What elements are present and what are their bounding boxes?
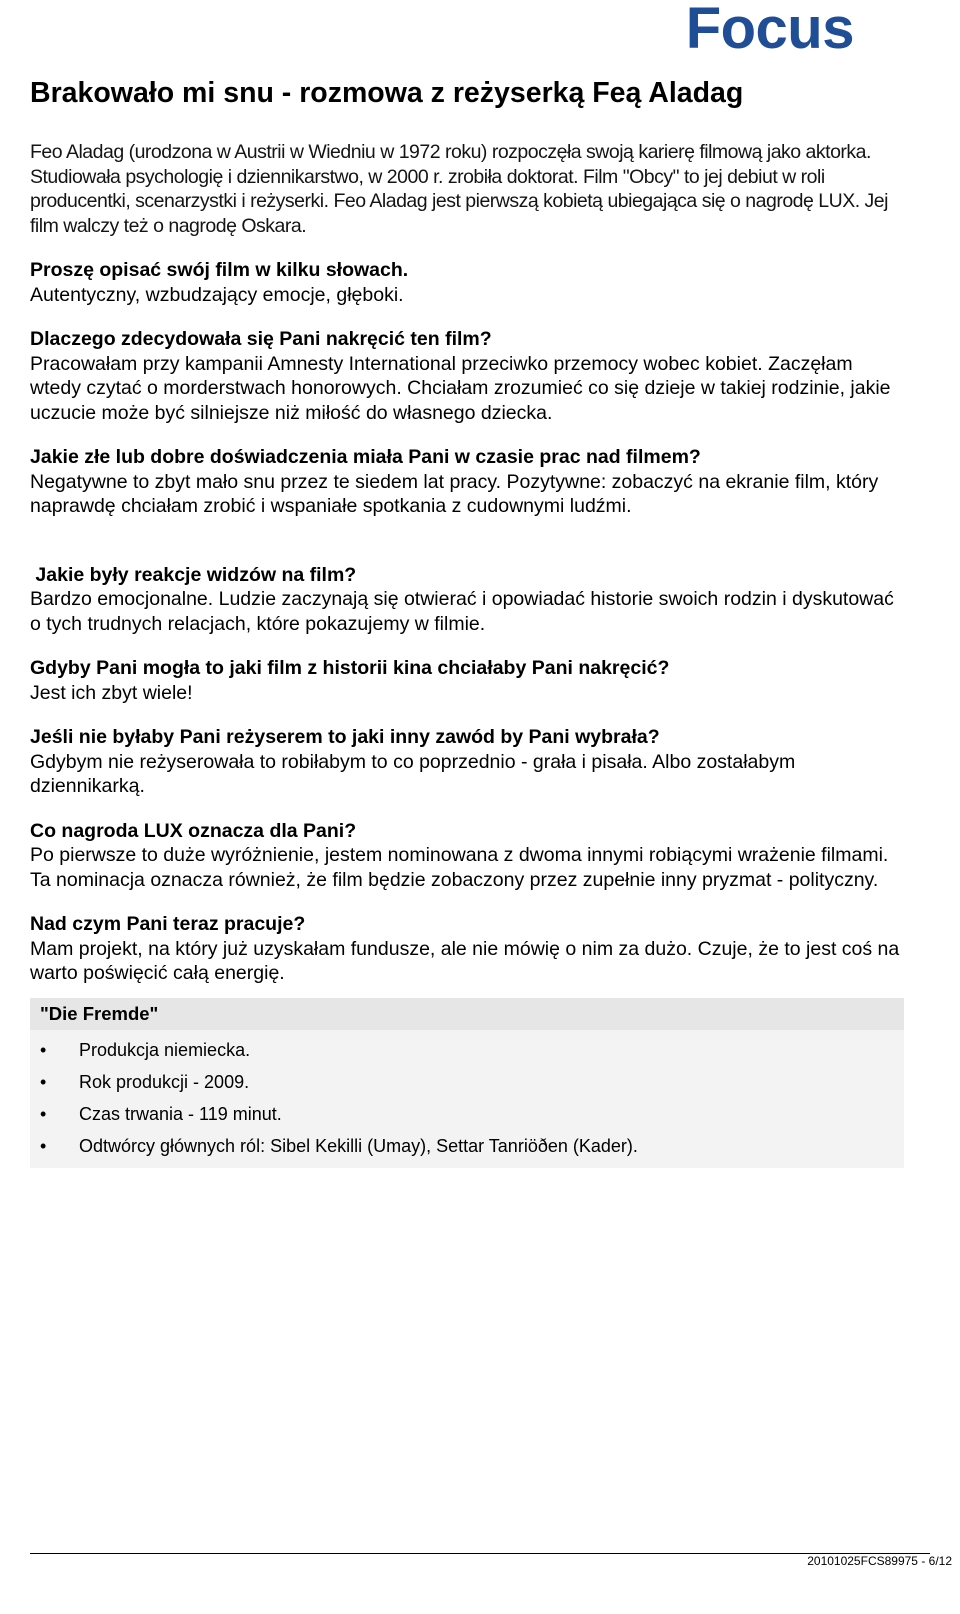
list-item <box>30 1130 904 1162</box>
bullet: • <box>40 1136 47 1156</box>
list-item-text: Czas trwania - 119 minut. <box>79 1104 282 1124</box>
qa-item <box>30 656 906 705</box>
question: Gdyby Pani mogła to jaki film z historii kina chciałaby Pani nakręcić? <box>30 657 670 679</box>
answer: Bardzo emocjonalne. Ludzie zaczynają się otwierać i opowiadać historie swoich rodzin i dyskutować o tych trudnych relacjach, które pokazujemy w filmie. <box>30 588 894 635</box>
question: Proszę opisać swój film w kilku słowach. <box>30 259 409 281</box>
article-body <box>30 140 906 986</box>
document-reference: 20101025FCS89975 - 6/12 <box>807 1554 952 1568</box>
article-title: Brakowało mi snu - rozmowa z reżyserką Feą Aladag <box>30 77 744 109</box>
answer: Po pierwsze to duże wyróżnienie, jestem nominowana z dwoma innymi robiącymi wrażenie filmami. Ta nominacja oznacza również, że film będzie zobaczony przez zupełnie inny pryzmat - polityczny. <box>30 844 889 891</box>
answer: Negatywne to zbyt mało snu przez te siedem lat pracy. Pozytywne: zobaczyć na ekranie film, który naprawdę chciałam zrobić i wspaniałe spotkania z cudownymi ludźmi. <box>30 470 879 517</box>
footer-divider <box>30 1553 930 1554</box>
question: Dlaczego zdecydowała się Pani nakręcić ten film? <box>30 328 492 350</box>
list-item-text: Produkcja niemiecka. <box>79 1040 251 1060</box>
answer: Pracowałam przy kampanii Amnesty International przeciwko przemocy wobec kobiet. Zaczęłam wtedy czytać o morderstwach honorowych. Chciałam zrozumieć co się dzieje w takiej rodzinie, jakie uczucie może być silniejsze niż miłość do własnego dziecka. <box>30 352 891 424</box>
question: Co nagroda LUX oznacza dla Pani? <box>30 819 357 842</box>
qa-item <box>30 445 906 519</box>
qa-item <box>30 725 906 799</box>
answer: Autentyczny, wzbudzający emocje, głęboki. <box>30 283 404 306</box>
qa-item <box>30 563 906 637</box>
bullet: • <box>40 1040 47 1060</box>
qa-item <box>30 912 906 986</box>
answer: Jest ich zbyt wiele! <box>30 681 193 704</box>
question: Nad czym Pani teraz pracuje? <box>30 913 306 935</box>
qa-item <box>30 258 906 307</box>
question: Jakie złe lub dobre doświadczenia miała Pani w czasie prac nad filmem? <box>30 446 701 468</box>
bullet: • <box>40 1104 47 1124</box>
list-item <box>30 1098 904 1130</box>
film-info-title: "Die Fremde" <box>30 998 904 1030</box>
list-item-text: Rok produkcji - 2009. <box>79 1072 250 1092</box>
list-item <box>30 1066 904 1098</box>
answer: Gdybym nie reżyserowała to robiłabym to co poprzednio - grała i pisała. Albo zostałabym dziennikarką. <box>30 750 796 797</box>
film-info-box <box>30 998 904 1168</box>
film-info-list <box>30 1030 904 1168</box>
brand-logo: Focus <box>685 0 854 61</box>
qa-item <box>30 819 906 893</box>
list-item <box>30 1034 904 1066</box>
list-item-text: Odtwórcy głównych ról: Sibel Kekilli (Umay), Settar Tanriöðen (Kader). <box>79 1136 638 1156</box>
bullet: • <box>40 1072 47 1092</box>
answer: Mam projekt, na który już uzyskałam fundusze, ale nie mówię o nim za dużo. Czuje, że to jest coś na warto poświęcić całą energię. <box>30 937 900 984</box>
intro-paragraph: Feo Aladag (urodzona w Austrii w Wiedniu w 1972 roku) rozpoczęła swoją karierę filmową jako aktorka. Studiowała psychologię i dziennikarstwo, w 2000 r. zrobiła doktorat. Film "Obcy" to jej debiut w roli producentki, scenarzystki i reżyserki. Feo Aladag jest pierwszą kobietą ubiegająca się o nagrodę LUX. Jej film walczy też o nagrodę Oskara. <box>30 141 888 237</box>
question: Jeśli nie byłaby Pani reżyserem to jaki inny zawód by Pani wybrała? <box>30 726 660 748</box>
qa-item <box>30 327 906 425</box>
question: Jakie były reakcje widzów na film? <box>30 563 357 586</box>
